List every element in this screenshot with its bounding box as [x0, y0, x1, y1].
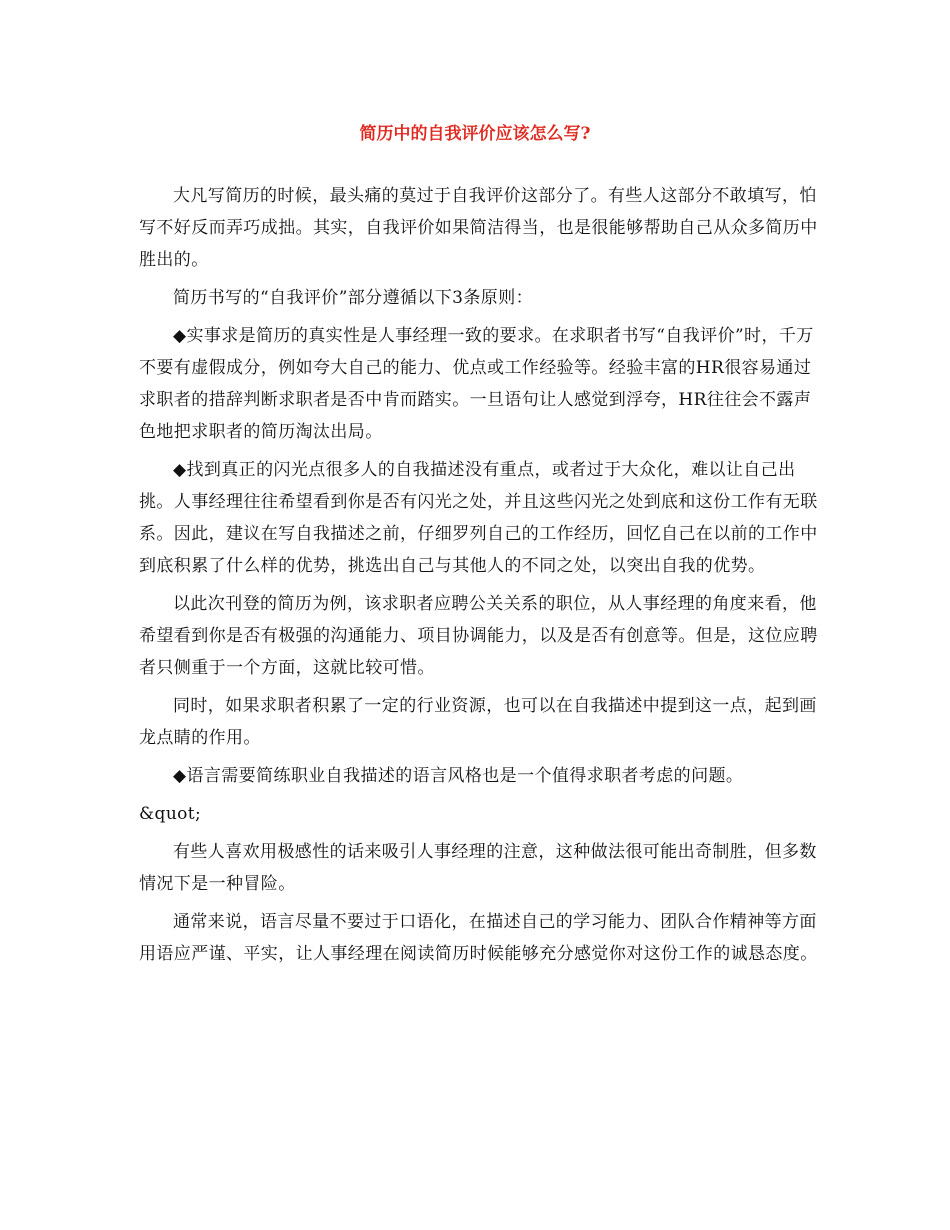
paragraph-principles-heading: 简历书写的“自我评价”部分遵循以下3条原则：	[173, 288, 533, 308]
paragraph-principle-language: ◆语言需要简练职业自我描述的语言风格也是一个值得求职者考虑的问题。	[173, 766, 744, 786]
paragraph-principle-truthful: ◆实事求是简历的真实性是人事经理一致的要求。在求职者书写“自我评价”时，千万不要有虚假成分，例如夸大自己的能力、优点或工作经验等。经验丰富的HR很容易通过求职者的措辞判断求职者是否中肯而踏实。一旦语句让人感觉到浮夸，HR往往会不露声色地把求职者的简历淘汰出局。	[139, 326, 814, 442]
paragraph-resources: 同时，如果求职者积累了一定的行业资源，也可以在自我描述中提到这一点，起到画龙点睛的作用。	[139, 696, 817, 748]
paragraph-conclusion: 通常来说，语言尽量不要过于口语化，在描述自己的学习能力、团队合作精神等方面用语应严谨、平实，让人事经理在阅读简历时候能够充分感觉你对这份工作的诚恳态度。	[139, 912, 818, 964]
paragraph-principle-highlights: ◆找到真正的闪光点很多人的自我描述没有重点，或者过于大众化，难以让自己出挑。人事经理往往希望看到你是否有闪光之处，并且这些闪光之处到底和这份工作有无联系。因此，建议在写自我描述之前，仔细罗列自己的工作经历，回忆自己在以前的工作中到底积累了什么样的优势，挑选出自己与其他人的不同之处，以突出自我的优势。	[139, 460, 818, 576]
paragraph-intro: 大凡写简历的时候，最头痛的莫过于自我评价这部分了。有些人这部分不敢填写，怕写不好反而弄巧成拙。其实，自我评价如果简洁得当，也是很能够帮助自己从众多简历中胜出的。	[139, 186, 818, 270]
document-body	[139, 180, 823, 976]
paragraph-example: 以此次刊登的简历为例，该求职者应聘公关关系的职位，从人事经理的角度来看，他希望看到你是否有极强的沟通能力、项目协调能力，以及是否有创意等。但是，这位应聘者只侧重于一个方面，这就比较可惜。	[139, 594, 818, 678]
paragraph-quot-entity: &quot;	[139, 804, 202, 824]
paragraph-emotional-language: 有些人喜欢用极感性的话来吸引人事经理的注意，这种做法很可能出奇制胜，但多数情况下是一种冒险。	[139, 842, 817, 894]
document-title: 简历中的自我评价应该怎么写?	[359, 124, 591, 144]
